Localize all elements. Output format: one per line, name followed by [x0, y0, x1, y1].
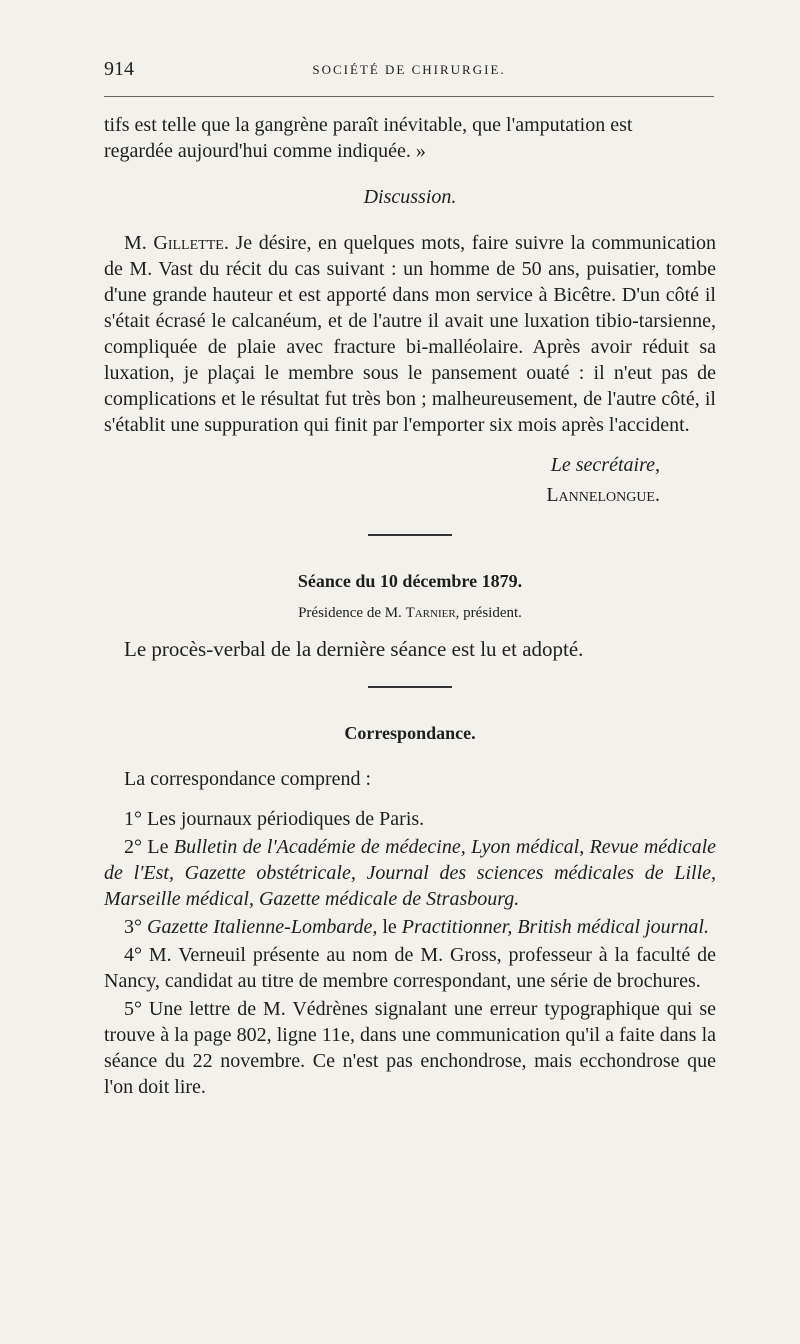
correspondance-intro: La correspondance comprend : — [124, 768, 372, 790]
continued-line: tifs est telle que la gangrène paraît inévitable, que l'amputation est — [104, 114, 633, 136]
continued-line: regardée aujourd'hui comme indiquée. » — [104, 140, 426, 162]
presidence-suffix: , président. — [455, 605, 522, 621]
correspondance-item-2 — [104, 834, 716, 912]
presidence-prefix: Présidence de M. — [298, 605, 406, 621]
item3-prefix: 3° — [124, 916, 147, 938]
page-header — [104, 58, 714, 88]
discussion-text: Je désire, en quelques mots, faire suivre la communication de M. Vast du récit du cas suivant : un homme de 50 ans, puisatier, tombe d'une grande hauteur et est apporté dans mon service à Bicêtre. D'un côté il s'était écrasé le calcanéum, et de l'autre il avait une luxation tibio-tarsienne, compliquée de plaie avec fracture bi-malléolaire. Après avoir réduit sa luxation, je plaçai le membre sous le pansement ouaté : il n'eut pas de complications et le résultat fut très bon ; malheureusement, de l'autre côté, il s'établit une suppuration qui finit par l'emporter six mois après l'accident. — [104, 232, 717, 436]
correspondance-item-5: 5° Une lettre de M. Védrènes signalant une erreur typographique qui se trouve à la page 802, ligne 11e, dans une communication qu'il a faite dans la séance du 22 novembre. Ce n'est pas enchondrose, mais ecchondrose que l'on doit lire. — [104, 998, 716, 1098]
running-title: SOCIÉTÉ DE CHIRURGIE. — [312, 62, 506, 77]
section-separator — [368, 686, 452, 688]
correspondance-item-3 — [104, 914, 716, 940]
secretary-title: Le secrétaire, — [550, 454, 660, 476]
president-name: Tarnier — [405, 605, 456, 621]
discussion-heading: Discussion. — [363, 186, 457, 208]
header-rule — [104, 96, 714, 97]
item3-journal-b: Practitionner, British médical journal. — [401, 916, 709, 938]
item2-journals: Bulletin de l'Académie de médecine, Lyon médical, Revue médicale de l'Est, Gazette obstétricale, Journal des sciences médicales de Lille, Marseille médical, Gazette médicale de Strasbourg. — [104, 836, 717, 910]
presidence-line — [104, 600, 716, 626]
item3-mid: le — [377, 916, 402, 938]
correspondance-heading: Correspondance. — [344, 723, 476, 743]
page-body — [104, 112, 716, 1100]
seance-title: Séance du 10 décembre 1879. — [297, 571, 523, 591]
correspondance-item-4: 4° M. Verneuil présente au nom de M. Gross, professeur à la faculté de Nancy, candidat au titre de membre correspondant, une série de brochures. — [104, 944, 716, 992]
speaker-name: M. Gillette. — [124, 232, 229, 254]
item2-prefix: 2° Le — [124, 836, 174, 858]
section-separator — [368, 534, 452, 536]
correspondance-item-1: 1° Les journaux périodiques de Paris. — [124, 808, 425, 830]
discussion-paragraph — [104, 230, 716, 438]
secretary-name: Lannelongue. — [546, 484, 660, 506]
item3-journal-a: Gazette Italienne-Lombarde, — [147, 916, 378, 938]
page-number: 914 — [104, 58, 134, 80]
proces-verbal: Le procès-verbal de la dernière séance est lu et adopté. — [124, 637, 584, 661]
